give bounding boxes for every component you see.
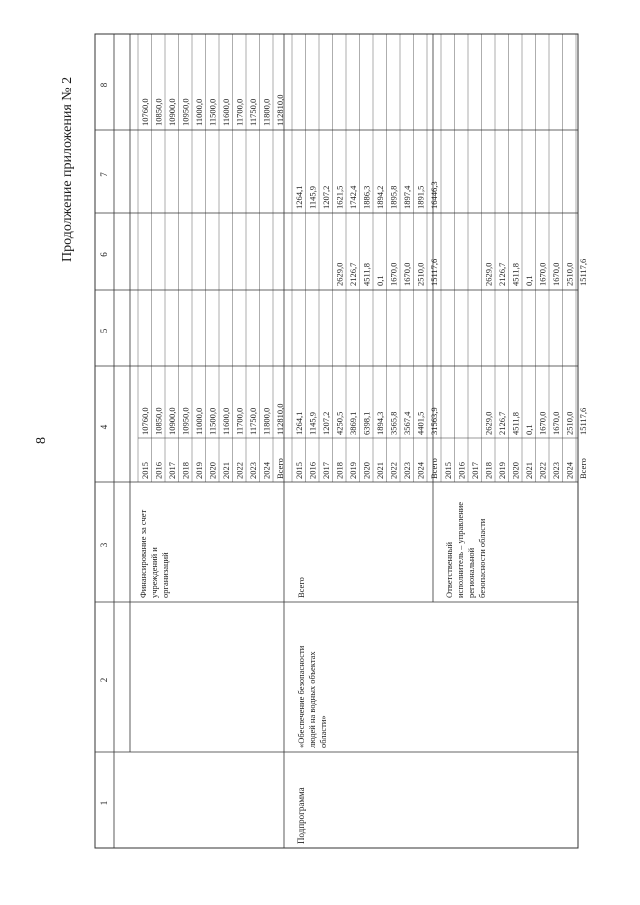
block2-row-c7: 1894,2 [375, 185, 385, 209]
block2-row-c7: 1264,1 [294, 185, 304, 209]
column-number-2: 2 [99, 677, 109, 683]
block2-row-c7: 1897,4 [402, 185, 412, 209]
block1-row-total: 10950,0 [180, 407, 191, 435]
block1-row-c8: 10900,0 [167, 98, 177, 126]
block1-row-c8: 10950,0 [180, 98, 191, 126]
block1-row-total: 11800,0 [261, 407, 272, 435]
block1-row-year: 2022 [234, 462, 245, 479]
block2-row-c6: 4511,8 [361, 262, 372, 286]
block1-source: Финансирование за счет [138, 509, 148, 598]
page-number: 8 [34, 437, 49, 444]
block1-row-year: 2020 [207, 462, 218, 479]
block3-source: исполнитель – управление [455, 501, 465, 598]
column-number-8: 8 [99, 82, 109, 88]
block2-row-total: 3565,8 [388, 411, 399, 435]
block2-row-c7: 1207,2 [321, 185, 331, 209]
block1-row-total: 11000,0 [194, 407, 204, 435]
block2-row-total: 3869,1 [348, 411, 358, 435]
block3-row-c6: 2629,0 [483, 262, 494, 286]
subprogram-name: людей на водных объектах [307, 651, 317, 748]
block3-source: безопасности области [477, 518, 487, 598]
block2-row-c6: 2629,0 [334, 262, 345, 286]
block2-row-year: 2016 [307, 462, 318, 479]
block3-row-year: 2018 [483, 462, 494, 479]
block1-row-c8: 11500,0 [207, 98, 218, 126]
column-number-4: 4 [99, 424, 109, 430]
block3-row-year: 2016 [456, 462, 467, 479]
block2-row-year: 2015 [294, 462, 304, 479]
block2-row-year: 2024 [415, 462, 426, 479]
block1-row-year: 2021 [221, 462, 231, 479]
block3-row-total: 4511,8 [510, 411, 521, 435]
block3-row-c6: 4511,8 [510, 262, 521, 286]
block1-row-c8: 10850,0 [153, 98, 164, 126]
block1-row-year: Всего [275, 458, 285, 479]
block2-row-c7: 16446,3 [429, 181, 439, 209]
block2-row-total: 4401,5 [415, 411, 426, 435]
block2-row-year: 2017 [321, 462, 331, 479]
block3-row-c6: 15117,6 [578, 258, 588, 286]
block1-row-total: 11500,0 [207, 407, 218, 435]
block2-row-c7: 1891,5 [415, 185, 426, 209]
block1-row-c8: 112810,0 [275, 94, 285, 126]
block3-source: Ответственный [444, 542, 454, 598]
block1-row-year: 2023 [248, 462, 258, 479]
block2-row-c6: 0,1 [375, 275, 385, 286]
block1-row-c8: 10760,0 [140, 98, 150, 126]
block1-row-total: 11600,0 [221, 407, 231, 435]
block2-row-total: 1207,2 [321, 411, 331, 435]
column-number-6: 6 [99, 252, 109, 257]
block1-row-total: 10900,0 [167, 407, 177, 435]
block2-row-c7: 1895,8 [388, 185, 399, 209]
block1-row-total: 11750,0 [248, 407, 258, 435]
block3-row-total: 0,1 [524, 424, 534, 435]
block3-row-total: 1670,0 [537, 411, 548, 435]
block2-row-year: 2018 [334, 462, 345, 479]
block2-row-c7: 1886,3 [361, 185, 372, 209]
block2-row-total: 31563,9 [429, 407, 439, 435]
block3-row-year: 2020 [510, 462, 521, 479]
block1-row-c8: 11700,0 [234, 98, 245, 126]
appendix-title: Продолжение приложения № 2 [60, 76, 75, 262]
block3-row-year: 2017 [470, 462, 480, 479]
column-number-5: 5 [99, 328, 109, 334]
block3-row-c6: 0,1 [524, 275, 534, 286]
block2-row-year: 2019 [348, 462, 358, 479]
block1-row-c8: 11600,0 [221, 98, 231, 126]
table-border [95, 34, 578, 848]
block3-row-total: 15117,6 [578, 407, 588, 435]
block3-row-year: Всего [578, 458, 588, 479]
block3-row-c6: 2126,7 [497, 262, 507, 286]
block3-row-total: 1670,0 [551, 411, 561, 435]
block2-row-c7: 1621,5 [334, 185, 345, 209]
block3-row-total: 2629,0 [483, 411, 494, 435]
block2-row-c7: 1742,4 [348, 185, 358, 209]
block2-source: Всего [296, 577, 306, 598]
block1-row-year: 2015 [140, 462, 150, 479]
block3-row-c6: 1670,0 [551, 262, 561, 286]
block2-row-year: 2020 [361, 462, 372, 479]
column-number-1: 1 [99, 800, 109, 806]
block3-row-c6: 1670,0 [537, 262, 548, 286]
block2-row-year: Всего [429, 458, 439, 479]
block1-row-c8: 11800,0 [261, 98, 272, 126]
block3-row-year: 2024 [564, 462, 575, 479]
block3-row-year: 2015 [443, 462, 453, 479]
block2-row-year: 2023 [402, 462, 412, 479]
column-number-7: 7 [99, 172, 109, 177]
block1-row-total: 11700,0 [234, 407, 245, 435]
block1-row-year: 2019 [194, 462, 204, 479]
block1-row-year: 2018 [180, 462, 191, 479]
subprogram-name: «Обеспечение безопасности [296, 645, 306, 748]
subprogram-type: Подпрограмма [296, 787, 306, 844]
block2-row-c6: 2510,0 [415, 262, 426, 286]
block2-row-total: 6398,1 [361, 411, 372, 435]
block1-row-total: 10760,0 [140, 407, 150, 435]
block1-row-year: 2017 [167, 462, 177, 479]
subprogram-name: области» [318, 715, 328, 748]
block2-row-c6: 15117,6 [429, 258, 439, 286]
block3-row-year: 2023 [551, 462, 561, 479]
block1-source: организаций [160, 552, 170, 598]
block2-row-c6: 1670,0 [388, 262, 399, 286]
block3-row-year: 2022 [537, 462, 548, 479]
block3-source: региональной [466, 547, 476, 598]
block1-row-total: 112810,0 [275, 403, 285, 435]
block1-row-total: 10850,0 [153, 407, 164, 435]
block2-row-total: 1894,3 [375, 411, 385, 435]
column-number-3: 3 [99, 542, 109, 548]
block2-row-c6: 1670,0 [402, 262, 412, 286]
block1-row-year: 2024 [261, 462, 272, 479]
block2-row-total: 3567,4 [402, 411, 412, 435]
block2-row-year: 2021 [375, 462, 385, 479]
block2-row-total: 1145,9 [307, 411, 318, 435]
block1-row-c8: 11750,0 [248, 98, 258, 126]
block3-row-year: 2019 [497, 462, 507, 479]
block2-row-c7: 1145,9 [307, 185, 318, 209]
block3-row-c6: 2510,0 [564, 262, 575, 286]
block3-row-total: 2126,7 [497, 411, 507, 435]
block1-source: учреждений и [149, 547, 159, 598]
block2-row-total: 1264,1 [294, 411, 304, 435]
block3-row-year: 2021 [524, 462, 534, 479]
block1-row-year: 2016 [153, 462, 164, 479]
block1-row-c8: 11000,0 [194, 98, 204, 126]
block2-row-year: 2022 [388, 462, 399, 479]
block2-row-total: 4250,5 [334, 411, 345, 435]
block3-row-total: 2510,0 [564, 411, 575, 435]
block2-row-c6: 2126,7 [348, 262, 358, 286]
